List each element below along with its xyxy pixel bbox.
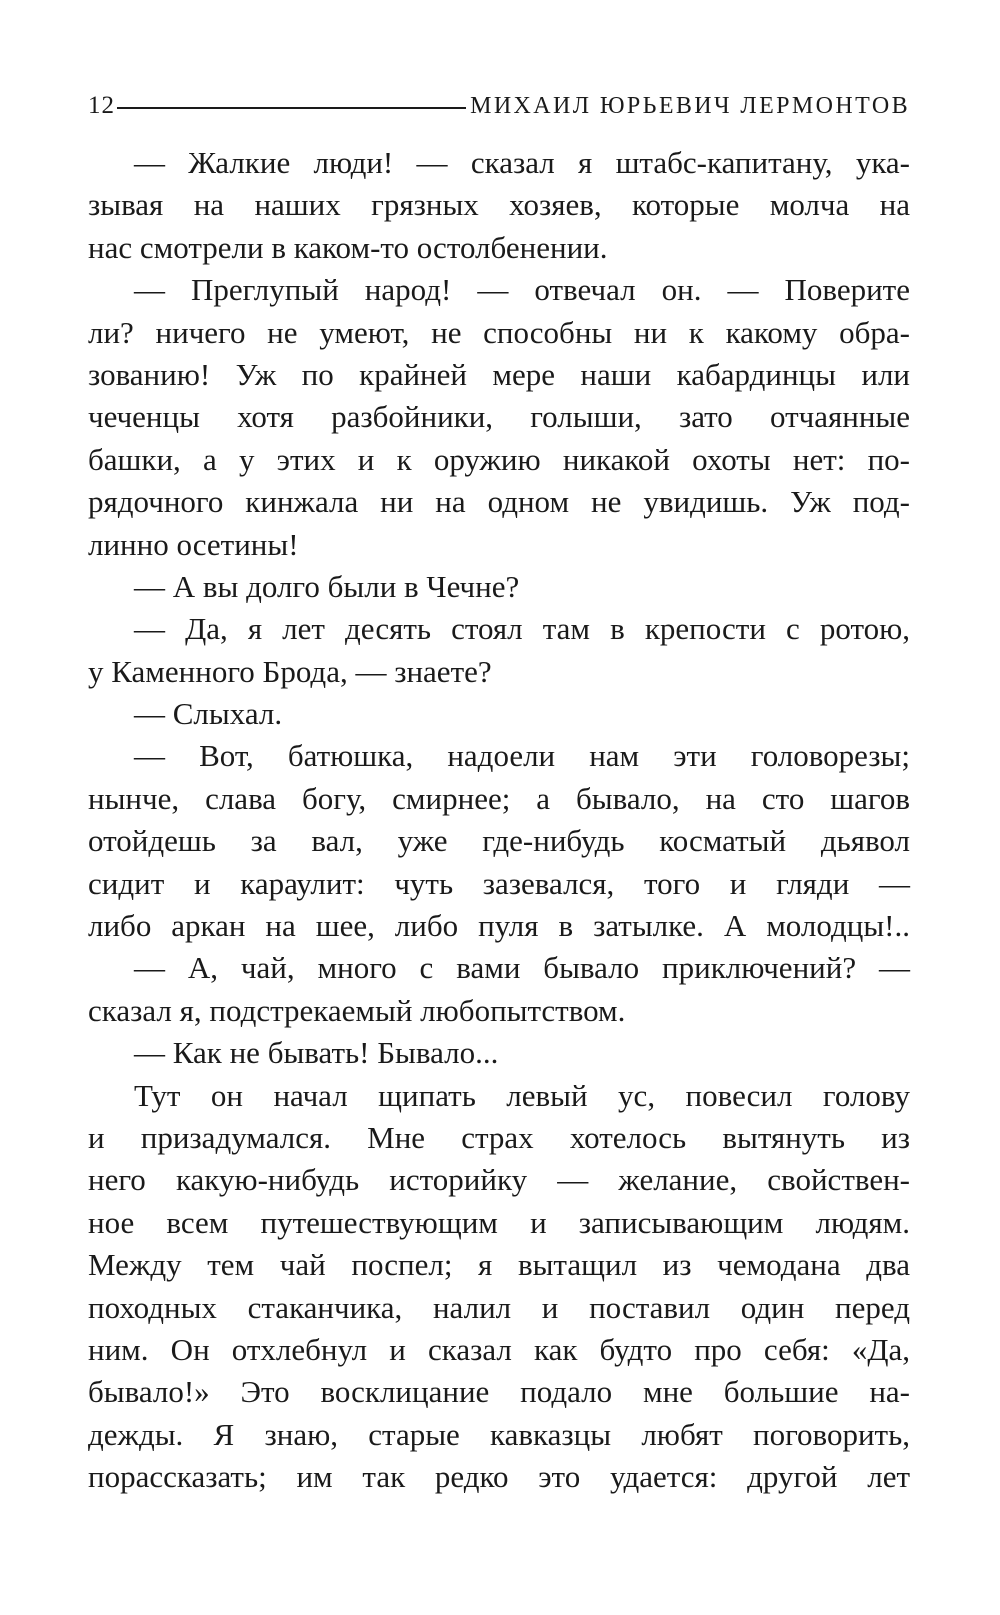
text-line: — Как не бывать! Бывало...: [134, 1035, 499, 1071]
text-line: — Преглупый народ! — отвечал он. — Поверите: [134, 272, 910, 308]
text-line: него какую-нибудь историйку — желание, свойствен-: [88, 1162, 910, 1198]
text-line: — Слыхал.: [134, 696, 283, 732]
body-text: [88, 142, 910, 1499]
text-line: — А вы долго были в Чечне?: [134, 568, 520, 604]
text-line: ли? ничего не умеют, не способны ни к какому обра-: [88, 314, 910, 350]
text-line: порассказать; им так редко это удается: другой лет: [88, 1459, 910, 1495]
text-line: Тут он начал щипать левый ус, повесил голову: [134, 1077, 910, 1113]
text-line: рядочного кинжала ни на одном не увидишь. Уж под-: [88, 484, 910, 520]
text-line: Между тем чай поспел; я вытащил из чемодана два: [88, 1247, 910, 1283]
text-line: линно осетины!: [88, 526, 299, 562]
text-line: и призадумался. Мне страх хотелось вытянуть из: [88, 1119, 910, 1155]
text-line: ним. Он отхлебнул и сказал как будто про себя: «Да,: [88, 1331, 910, 1367]
book-page: [88, 92, 910, 1499]
text-line: башки, а у этих и к оружию никакой охоты нет: по-: [88, 441, 910, 477]
text-line: дежды. Я знаю, старые кавказцы любят поговорить,: [88, 1416, 910, 1452]
text-line: ное всем путешествующим и записывающим людям.: [88, 1204, 910, 1240]
page-number: 12: [88, 92, 115, 119]
text-line: у Каменного Брода, — знаете?: [88, 653, 492, 689]
text-line: — Вот, батюшка, надоели нам эти головорезы;: [134, 738, 910, 774]
text-line: зывая на наших грязных хозяев, которые молча на: [88, 187, 910, 223]
text-line: нынче, слава богу, смирнее; а бывало, на сто шагов: [88, 780, 910, 816]
text-line: — А, чай, много с вами бывало приключений? —: [134, 950, 910, 986]
text-line: бывало!» Это восклицание подало мне большие на-: [88, 1374, 910, 1410]
text-line: — Жалкие люди! — сказал я штабс-капитану, ука-: [134, 145, 910, 180]
text-line: отойдешь за вал, уже где-нибудь косматый дьявол: [88, 823, 910, 859]
text-line: сказал я, подстрекаемый любопытством.: [88, 992, 626, 1028]
header-rule: [117, 107, 466, 109]
text-line: зованию! Уж по крайней мере наши кабардинцы или: [88, 356, 910, 392]
text-line: походных стаканчика, налил и поставил один перед: [88, 1289, 910, 1325]
text-line: — Да, я лет десять стоял там в крепости с ротою,: [134, 611, 910, 647]
author-name-header: МИХАИЛ ЮРЬЕВИЧ ЛЕРМОНТОВ: [470, 93, 910, 119]
running-header: [88, 92, 910, 128]
text-line: сидит и караулит: чуть зазевался, того и гляди —: [88, 865, 910, 901]
text-line: нас смотрели в каком-то остолбенении.: [88, 229, 608, 265]
text-line: либо аркан на шее, либо пуля в затылке. А молодцы!..: [88, 908, 910, 944]
text-line: чеченцы хотя разбойники, голыши, зато отчаянные: [88, 399, 910, 435]
